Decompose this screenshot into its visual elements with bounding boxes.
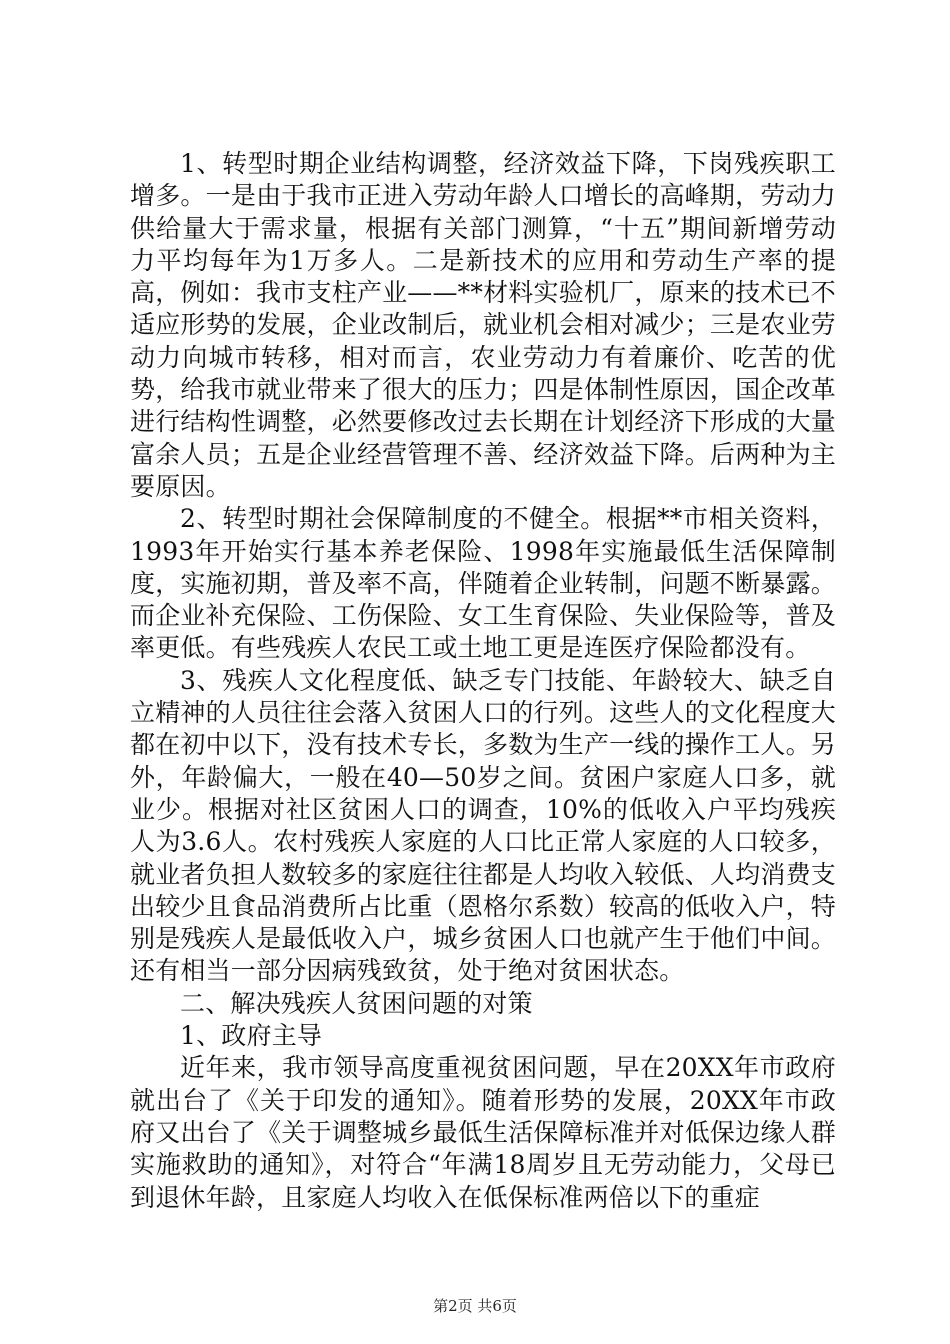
paragraph-cause-social-security: 2、转型时期社会保障制度的不健全。根据**市相关资料，1993年开始实行基本养老保险、1998年实施最低生活保障制度，实施初期，普及率不高，伴随着企业转制，问题不断暴露。而企业补充保险、工伤保险、女工生育保险、失业保险等，普及率更低。有些残疾人农民工或土地工更是连医疗保险都没有。 [130,504,836,663]
paragraph-cause-education-skills: 3、残疾人文化程度低、缺乏专门技能、年龄较大、缺乏自立精神的人员往往会落入贫困人口的行列。这些人的文化程度大都在初中以下，没有技术专长，多数为生产一线的操作工人。另外，年龄偏大，一般在40—50岁之间。贫困户家庭人口多，就业少。根据对社区贫困人口的调查，10%的低收入户平均残疾人为3.6人。农村残疾人家庭的人口比正常人家庭的人口较多，就业者负担人数较多的家庭往往都是人均收入较低、人均消费支出较少且食品消费所占比重（恩格尔系数）较高的低收入户，特别是残疾人是最低收入户，城乡贫困人口也就产生于他们中间。还有相当一部分因病残致贫，处于绝对贫困状态。 [130,665,836,986]
page-number-footer: 第2页 共6页 [433,1297,517,1315]
subheading-government-lead: 1、政府主导 [180,1021,323,1051]
paragraph-government-policy: 近年来，我市领导高度重视贫困问题，早在20XX年市政府就出台了《关于印发的通知》。随着形势的发展，20XX年市政府又出台了《关于调整城乡最低生活保障标准并对低保边缘人群实施救助的通知》，对符合“年满18周岁且无劳动能力，父母已到退休年龄，且家庭人均收入在低保标准两倍以下的重症 [130,1053,836,1212]
section-heading-countermeasures: 二、解决残疾人贫困问题的对策 [180,988,533,1018]
document-body [130,148,836,1214]
paragraph-cause-enterprise-restructuring: 1、转型时期企业结构调整，经济效益下降，下岗残疾职工增多。一是由于我市正进入劳动年龄人口增长的高峰期，劳动力供给量大于需求量，根据有关部门测算，“十五”期间新增劳动力平均每年为1万多人。二是新技术的应用和劳动生产率的提高，例如：我市支柱产业——**材料实验机厂，原来的技术已不适应形势的发展，企业改制后，就业机会相对减少；三是农业劳动力向城市转移，相对而言，农业劳动力有着廉价、吃苦的优势，给我市就业带来了很大的压力；四是体制性原因，国企改革进行结构性调整，必然要修改过去长期在计划经济下形成的大量富余人员；五是企业经营管理不善、经济效益下降。后两种为主要原因。 [130,149,836,501]
